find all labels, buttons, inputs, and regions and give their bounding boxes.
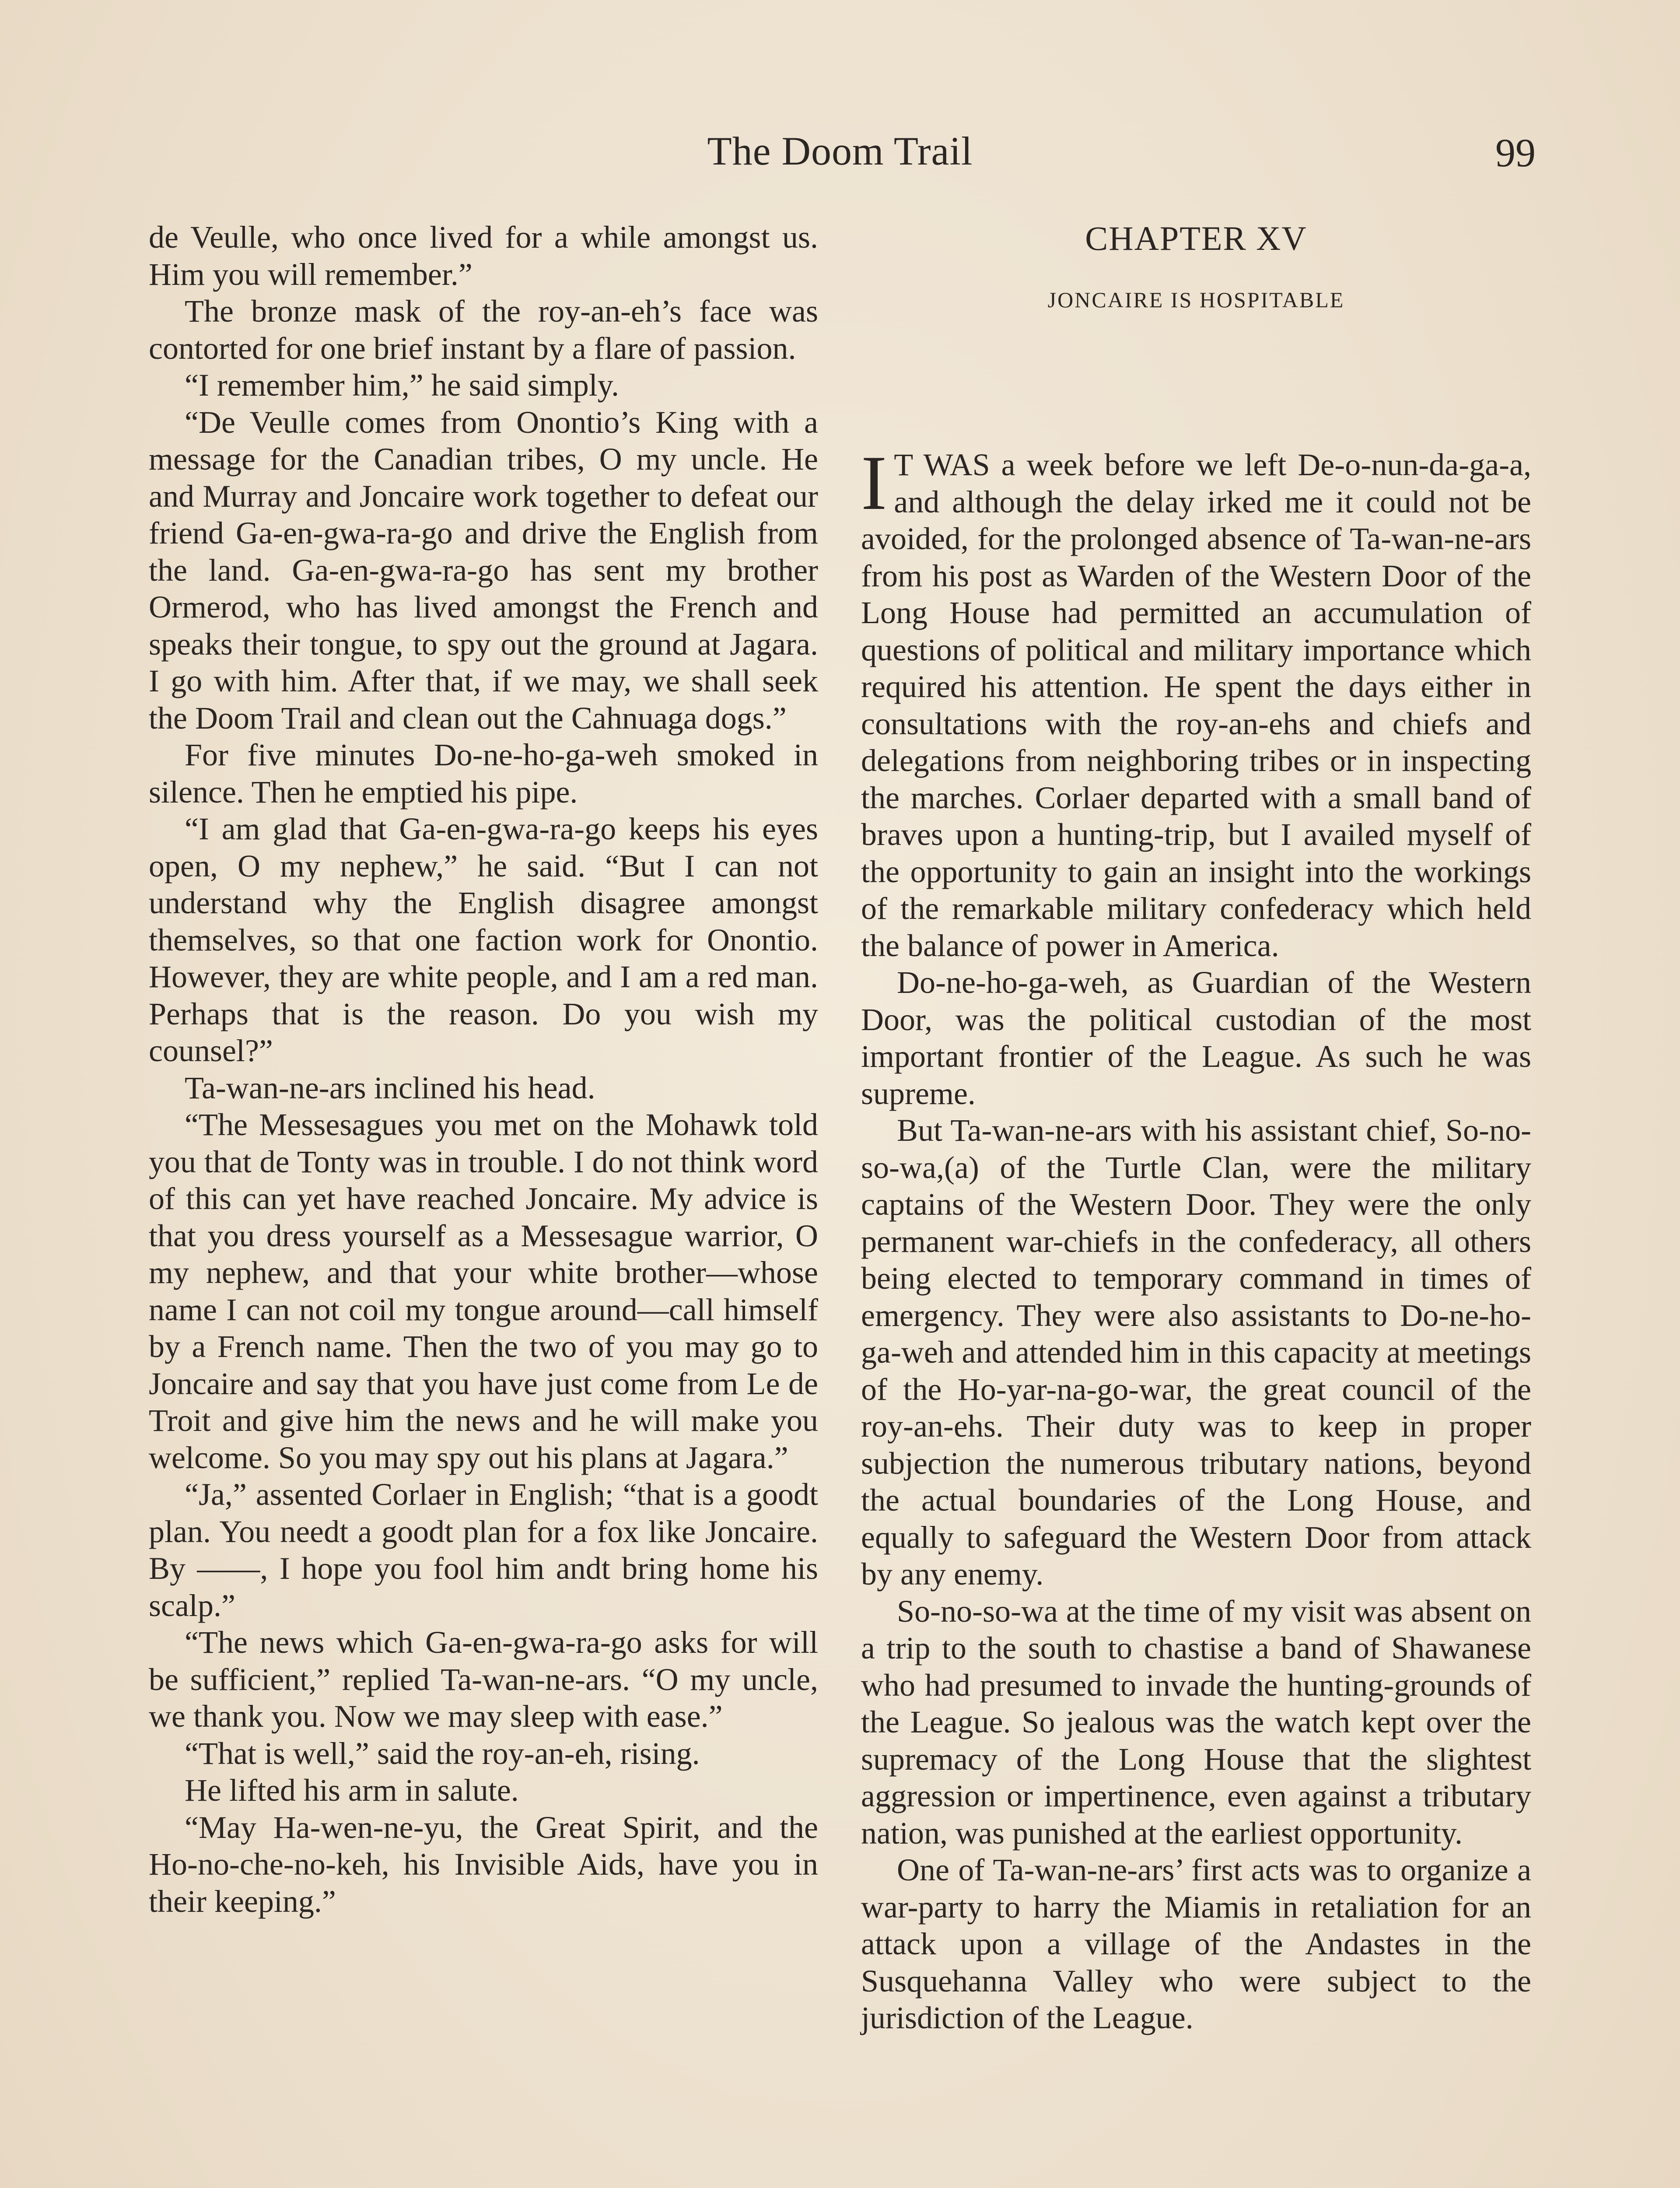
chapter-subtitle: JONCAIRE IS HOSPITABLE: [1047, 288, 1345, 312]
page-number: 99: [1495, 130, 1536, 175]
paragraph: “May Ha-wen-ne-yu, the Great Spirit, and the Ho-no-che-no-keh, his Invisible Aids, have you in their keeping.”: [149, 1809, 818, 1919]
paragraph: But Ta-wan-ne-ars with his assistant chief, So-no-so-wa,(a) of the Turtle Clan, were the military captains of the Western Door. They were the only permanent war-chiefs in the confederacy, all others being elected to temporary command in times of emergency. They were also assistants to Do-ne-ho-ga-weh and attended him in this capacity at meetings of the Ho-yar-na-go-war, the great council of the roy-an-ehs. Their duty was to keep in proper subjection the numerous tributary nations, beyond the actual boundaries of the Long House, and equally to safeguard the Western Door from attack by any enemy.: [861, 1113, 1531, 1592]
paragraph: “I am glad that Ga-en-gwa-ra-go keeps his eyes open, O my nephew,” he said. “But I can not understand why the English disagree amongst themselves, so that one faction work for Onontio. However, they are white people, and I am a red man. Perhaps that is the reason. Do you wish my counsel?”: [149, 811, 818, 1068]
paragraph: de Veulle, who once lived for a while amongst us. Him you will remember.”: [149, 220, 818, 292]
paragraph: So-no-so-wa at the time of my visit was absent on a trip to the south to chastise a band of Shawanese who had presumed to invade the hunting-grounds of the League. So jealous was the watch kept over the supremacy of the Long House that the slightest aggression or impertinence, even against a tributary nation, was punished at the earliest opportunity.: [861, 1593, 1531, 1851]
paragraph: Ta-wan-ne-ars inclined his head.: [185, 1070, 595, 1105]
paragraph: He lifted his arm in salute.: [185, 1773, 519, 1808]
right-column: [861, 439, 1531, 2037]
chapter-opening-paragraph: [861, 439, 1531, 964]
paragraph: One of Ta-wan-ne-ars’ first acts was to organize a war-party to harry the Miamis in retaliation for an attack upon a village of the Andastes in the Susquehanna Valley who were subject to the jurisdiction of the League.: [861, 1852, 1531, 2035]
paragraph: Do-ne-ho-ga-weh, as Guardian of the Western Door, was the political custodian of the most important frontier of the League. As such he was supreme.: [861, 965, 1531, 1111]
running-head-title: The Doom Trail: [707, 129, 973, 173]
paragraph: “That is well,” said the roy-an-eh, rising.: [185, 1736, 700, 1771]
paragraph: “The Messesagues you met on the Mohawk told you that de Tonty was in trouble. I do not think word of this can yet have reached Joncaire. My advice is that you dress yourself as a Messesague warrior, O my nephew, and that your white brother—whose name I can not coil my tongue around—call himself by a French name. Then the two of you may go to Joncaire and say that you have just come from Le de Troit and give him the news and he will make you welcome. So you may spy out his plans at Jagara.”: [149, 1107, 818, 1475]
chapter-title: CHAPTER XV: [1085, 219, 1307, 257]
paragraph: “De Veulle comes from Onontio’s King with a message for the Canadian tribes, O my uncle. He and Murray and Joncaire work together to defeat our friend Ga-en-gwa-ra-go and drive the English from the land. Ga-en-gwa-ra-go has sent my brother Ormerod, who has lived amongst the French and speaks their tongue, to spy out the ground at Jagara. I go with him. After that, if we may, we shall seek the Doom Trail and clean out the Cahnuaga dogs.”: [149, 404, 818, 736]
paragraph: “I remember him,” he said simply.: [185, 368, 620, 403]
paragraph: “The news which Ga-en-gwa-ra-go asks for will be sufficient,” replied Ta-wan-ne-ars. “O my uncle, we thank you. Now we may sleep with ease.”: [149, 1625, 818, 1734]
opening-text: T WAS a week before we left De-o-nun-da-ga-a, and although the delay irked me it could not be avoided, for the prolonged absence of Ta-wan-ne-ars from his post as Warden of the Western Door of the Long House had permitted an accumulation of questions of political and military importance which required his attention. He spent the days either in consultations with the roy-an-ehs and chiefs and delegations from neighboring tribes or in inspecting the marches. Corlaer departed with a small band of braves upon a hunting-trip, but I availed myself of the opportunity to gain an insight into the workings of the remarkable military confederacy which held the balance of power in America.: [861, 447, 1531, 963]
drop-cap: I: [861, 439, 887, 526]
left-column: [149, 219, 818, 1920]
paragraph: “Ja,” assented Corlaer in English; “that is a goodt plan. You needt a goodt plan for a fox like Joncaire. By ——, I hope you fool him andt bring home his scalp.”: [149, 1477, 818, 1623]
paragraph: The bronze mask of the roy-an-eh’s face was contorted for one brief instant by a flare of passion.: [149, 294, 818, 366]
paragraph: For five minutes Do-ne-ho-ga-weh smoked in silence. Then he emptied his pipe.: [149, 737, 818, 810]
